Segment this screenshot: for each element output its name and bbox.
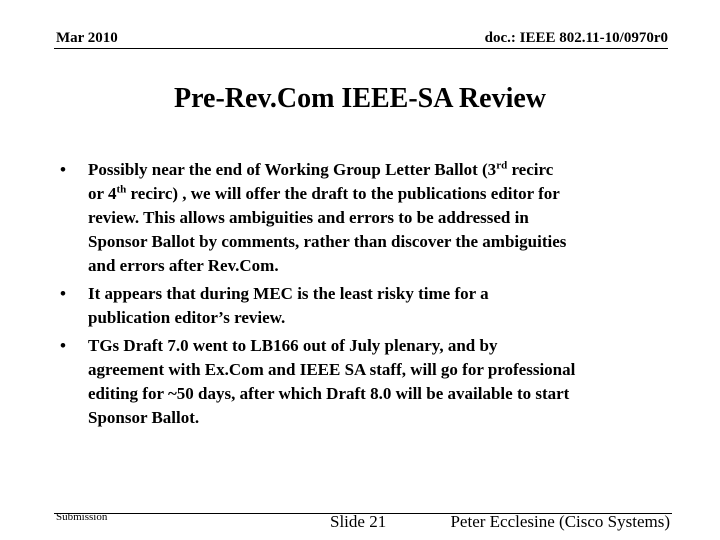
bullet-text: or 4 [88, 184, 117, 203]
bullet-line: It appears that during MEC is the least risky time for a [88, 284, 489, 303]
bullet-line: review. This allows ambiguities and errors to be addressed in [88, 208, 529, 227]
ordinal-suffix: th [116, 183, 127, 196]
footer-author: Peter Ecclesine (Cisco Systems) [450, 512, 670, 531]
header-document-id: doc.: IEEE 802.11-10/0970r0 [484, 30, 668, 46]
header-date: Mar 2010 [56, 30, 118, 46]
bullet-line [88, 182, 674, 206]
bullet-line: editing for ~50 days, after which Draft 8.0 will be available to start [88, 384, 570, 403]
bullet-text: Possibly near the end of Working Group Letter Ballot (3 [88, 160, 497, 179]
bullet-line: Sponsor Ballot by comments, rather than discover the ambiguities [88, 232, 567, 251]
bullet-marker: • [60, 284, 66, 303]
bullet-line: and errors after Rev.Com. [88, 256, 279, 275]
bullet-marker: • [60, 336, 66, 355]
bullet-marker: • [60, 160, 66, 179]
bullet-line: publication editor’s review. [88, 308, 286, 327]
header-divider [54, 48, 668, 49]
bullet-line: agreement with Ex.Com and IEEE SA staff, will go for professional [88, 360, 576, 379]
bullet-text: recirc) , we will offer the draft to the publications editor for [126, 184, 560, 203]
bullet-item-3 [54, 334, 674, 430]
bullet-item-2 [54, 282, 674, 330]
ordinal-suffix: rd [496, 159, 508, 172]
bullet-text: recirc [507, 160, 554, 179]
slide-title: Pre-Rev.Com IEEE-SA Review [174, 83, 546, 114]
bullet-line [88, 158, 674, 182]
footer-slide-number: Slide 21 [330, 512, 387, 531]
bullet-line: Sponsor Ballot. [88, 408, 200, 427]
bullet-list [54, 158, 674, 434]
footer-submission-label: Submission [56, 511, 108, 523]
bullet-item-1 [54, 158, 674, 278]
bullet-line: TGs Draft 7.0 went to LB166 out of July plenary, and by [88, 336, 498, 355]
